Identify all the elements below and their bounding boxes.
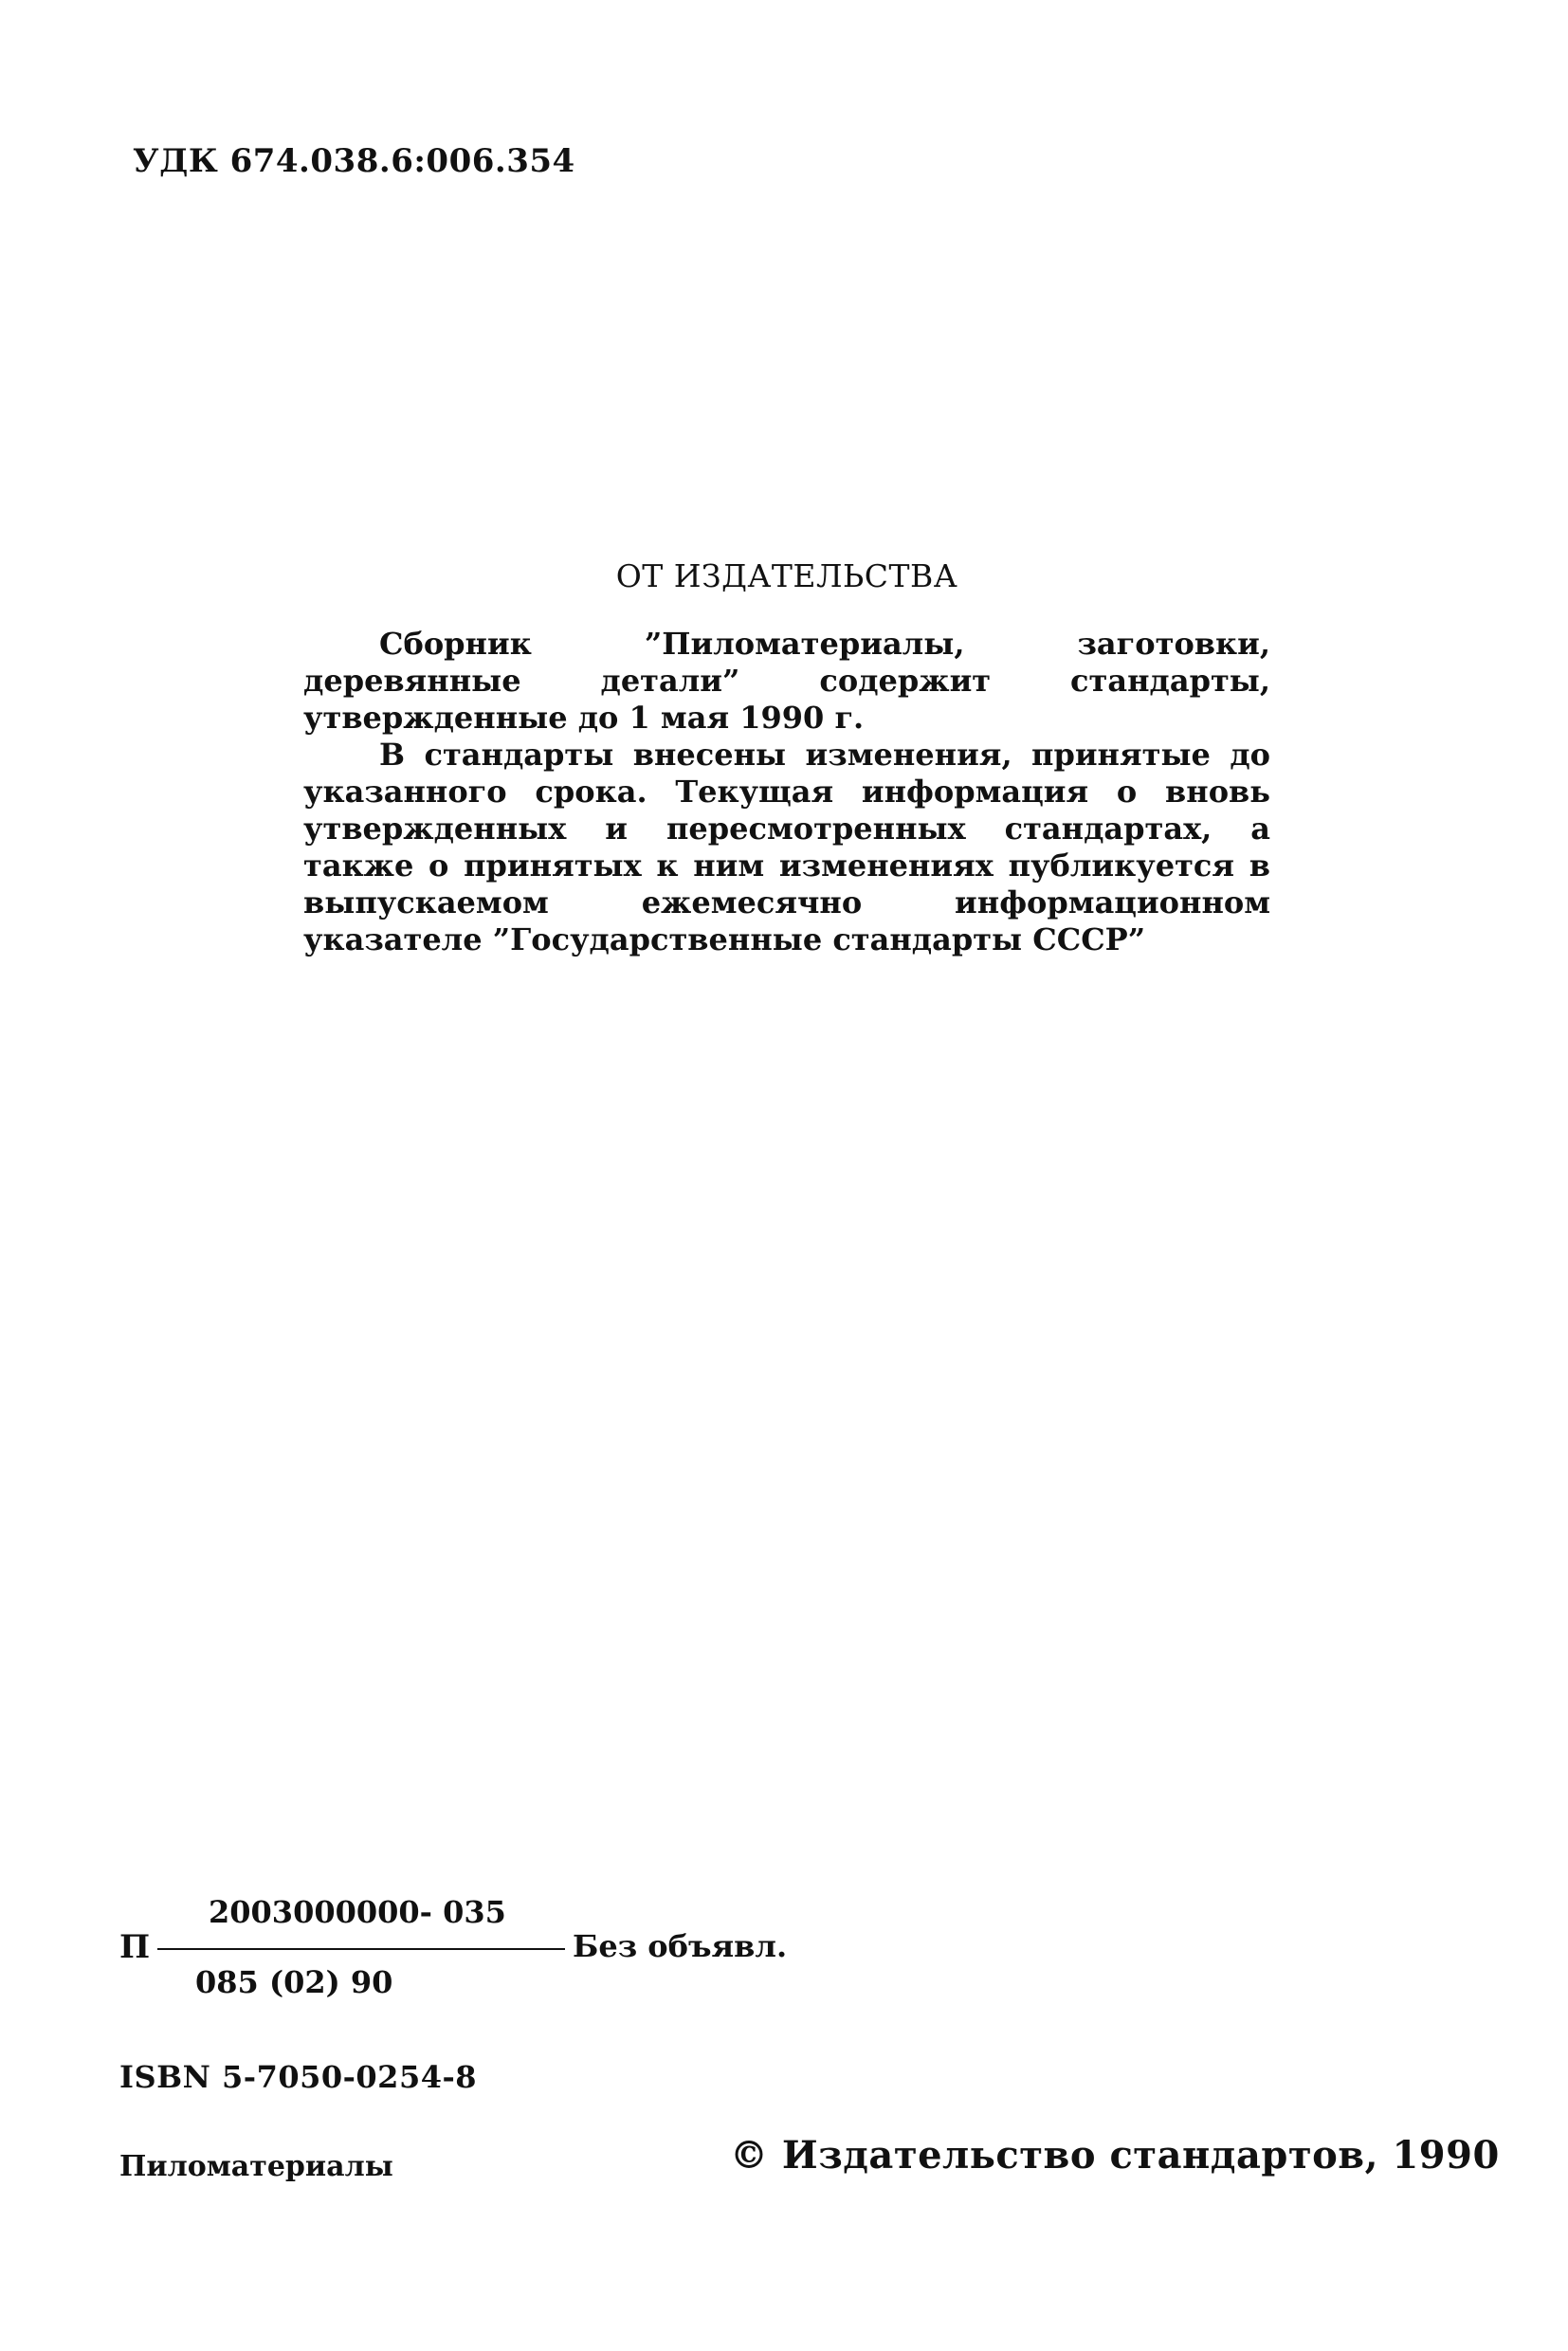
publisher-note-paragraph: В стандарты внесены изменения, принятые до указанного срока. Текущая информация о вновь утвержденных и пересмотренных стандартах, а также о принятых к ним изменениях публикуется в выпускаемом ежемесячно информационном указателе ”Государственные стандарты СССР”: [303, 737, 1270, 957]
imprint-prefix: П: [119, 1928, 151, 1966]
imprint-numerator: 2003000000- 035: [209, 1894, 506, 1930]
imprint-note: Без объявл.: [573, 1928, 788, 1964]
imprint-denominator: 085 (02) 90: [195, 1964, 393, 2000]
collection-title: Пиломатериалы: [119, 2150, 393, 2183]
publisher-note-paragraph: Сборник ”Пиломатериалы, заготовки, деревянные детали” содержит стандарты, утвержденные до 1 мая 1990 г.: [303, 626, 1270, 736]
publisher-note-body: [303, 626, 1270, 958]
udk-code: УДК 674.038.6:006.354: [133, 142, 575, 180]
publisher-note-heading: ОТ ИЗДАТЕЛЬСТВА: [615, 557, 958, 594]
fraction-divider: [157, 1948, 565, 1950]
isbn: ISBN 5-7050-0254-8: [119, 2059, 478, 2095]
copyright-notice: © Издательство стандартов, 1990: [730, 2133, 1500, 2178]
